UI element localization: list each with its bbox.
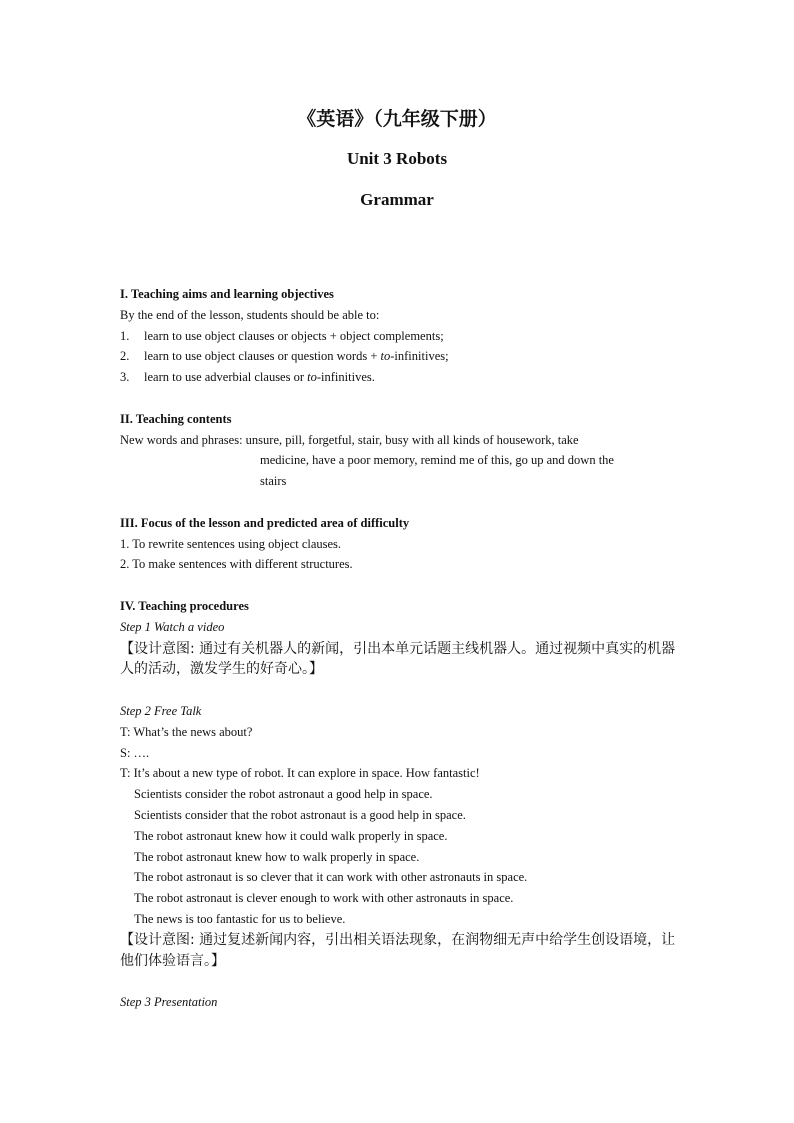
contents-text: unsure, pill, forgetful, stair, busy with all kinds of housework, take xyxy=(245,432,579,447)
dialogue-line: T: What’s the news about? xyxy=(120,724,253,739)
aims-intro: By the end of the lesson, students should be able to: xyxy=(120,307,380,322)
aims-item-text: learn to use object clauses or objects + object complements; xyxy=(144,328,444,343)
aims-item-italic: to xyxy=(380,349,391,364)
contents-line: medicine, have a poor memory, remind me of this, go up and down the xyxy=(260,453,614,468)
focus-heading: III. Focus of the lesson and predicted area of difficulty xyxy=(120,515,410,530)
document-title: 《英语》（九年级下册） xyxy=(297,109,497,130)
section-title: Grammar xyxy=(360,190,434,209)
contents-label: New words and phrases: xyxy=(120,432,246,447)
aims-item-text-end: -infinitives. xyxy=(316,370,375,385)
example-sentence: The robot astronaut knew how to walk properly in space. xyxy=(134,849,420,864)
focus-item: 2. To make sentences with different structures. xyxy=(120,557,353,572)
example-sentence: The news is too fantastic for us to believe. xyxy=(134,911,346,926)
aims-item-number: 3. xyxy=(120,370,130,385)
focus-item: 1. To rewrite sentences using object clauses. xyxy=(120,536,342,551)
aims-item-italic: to xyxy=(307,370,317,385)
aims-item-text: learn to use adverbial clauses or xyxy=(144,370,308,385)
design-note: 【设计意图: 通过复述新闻内容，引出相关语法现象，在润物细无声中给学生创设语境，让他们体验语言。】 xyxy=(120,931,676,969)
aims-item-number: 2. xyxy=(120,349,130,364)
step-heading: Step 2 Free Talk xyxy=(120,703,202,718)
unit-title: Unit 3 Robots xyxy=(346,149,448,168)
example-sentence: The robot astronaut is so clever that it can work with other astronauts in space. xyxy=(134,870,528,885)
aims-item xyxy=(120,326,690,347)
contents-heading: II. Teaching contents xyxy=(120,411,232,426)
example-sentence: The robot astronaut knew how it could walk properly in space. xyxy=(134,828,448,843)
design-note: 【设计意图: 通过有关机器人的新闻，引出本单元话题主线机器人。通过视频中真实的机器人的活动，激发学生的好奇心。】 xyxy=(120,640,676,678)
aims-item-number: 1. xyxy=(120,328,130,343)
procedures-heading: IV. Teaching procedures xyxy=(120,598,249,613)
example-sentence: The robot astronaut is clever enough to work with other astronauts in space. xyxy=(134,891,514,906)
aims-heading: I. Teaching aims and learning objectives xyxy=(120,287,334,301)
contents-line xyxy=(120,430,690,451)
example-sentence: Scientists consider the robot astronaut a good help in space. xyxy=(134,787,433,802)
document-body xyxy=(120,284,690,1013)
aims-item-text-end: -infinitives; xyxy=(390,349,449,364)
example-sentence: Scientists consider that the robot astronaut is a good help in space. xyxy=(134,807,466,822)
step-heading: Step 3 Presentation xyxy=(120,995,218,1010)
aims-item xyxy=(120,367,690,388)
aims-item xyxy=(120,346,690,367)
aims-item-text: learn to use object clauses or question words + xyxy=(144,349,381,364)
contents-line: stairs xyxy=(260,474,287,489)
step-heading: Step 1 Watch a video xyxy=(120,619,225,634)
dialogue-line: S: …. xyxy=(120,745,150,760)
dialogue-line: T: It’s about a new type of robot. It can explore in space. How fantastic! xyxy=(120,766,480,781)
